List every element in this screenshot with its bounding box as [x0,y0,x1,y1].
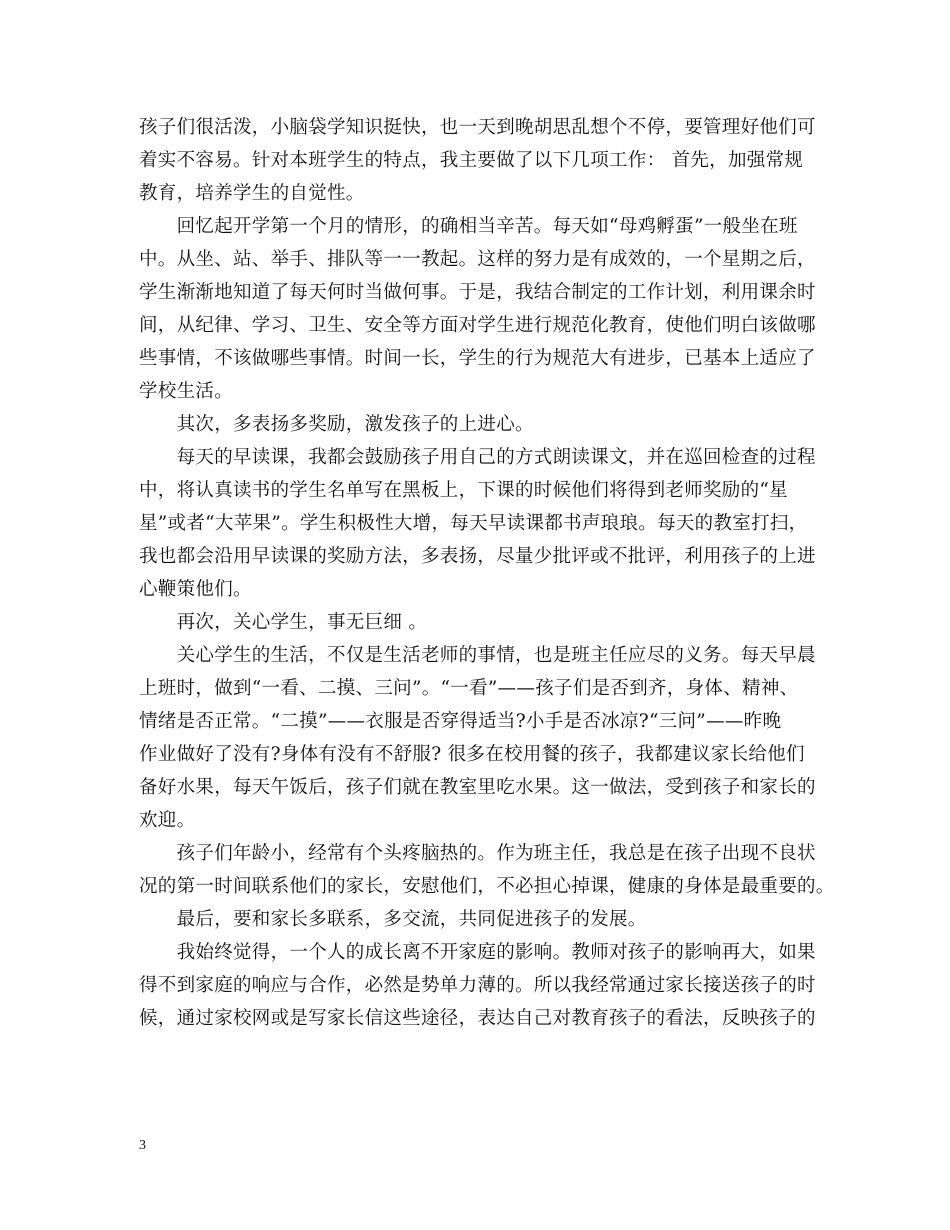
body-text-line: 学校生活。 [139,381,234,402]
body-text-line: 心鞭策他们。 [139,579,252,600]
body-text-line: 再次，关心学生，事无巨细 。 [139,612,428,633]
body-text-line: 孩子们年龄小，经常有个头疼脑热的。作为班主任，我总是在孩子出现不良状 [139,843,816,864]
body-text-line: 回忆起开学第一个月的情形，的确相当辛苦。每天如“母鸡孵蛋”一般坐在班 [139,216,798,237]
page-number: 3 [139,1138,146,1153]
body-text-line: 每天的早读课，我都会鼓励孩子用自己的方式朗读课文，并在巡回检查的过程 [139,447,816,468]
body-text-line: 星”或者“大苹果”。学生积极性大增，每天早读课都书声琅琅。每天的教室打扫， [139,513,808,534]
body-text-line: 我也都会沿用早读课的奖励方法，多表扬，尽量少批评或不批评，利用孩子的上进 [139,546,816,567]
body-text-line: 些事情，不该做哪些事情。时间一长，学生的行为规范大有进步，已基本上适应了 [139,348,816,369]
body-text-line: 中。从坐、站、举手、排队等一一教起。这样的努力是有成效的，一个星期之后， [139,249,816,270]
body-text-line: 关心学生的生活，不仅是生活老师的事情，也是班主任应尽的义务。每天早晨 [139,645,816,666]
body-text-line: 作业做好了没有?身体有没有不舒服? 很多在校用餐的孩子，我都建议家长给他们 [139,744,805,765]
body-text-line: 着实不容易。针对本班学生的特点，我主要做了以下几项工作： 首先，加强常规 [139,150,804,171]
body-text-line: 学生渐渐地知道了每天何时当做何事。于是，我结合制定的工作计划，利用课余时 [139,282,816,303]
body-text-line: 情绪是否正常。“二摸”——衣服是否穿得适当?小手是否冰凉?“三问”——昨晚 [139,711,782,732]
body-text-line: 得不到家庭的响应与合作，必然是势单力薄的。所以我经常通过家长接送孩子的时 [139,975,816,996]
body-text-line: 孩子们很活泼，小脑袋学知识挺快，也一天到晚胡思乱想个不停，要管理好他们可 [139,117,816,138]
body-text-line: 间，从纪律、学习、卫生、安全等方面对学生进行规范化教育，使他们明白该做哪 [139,315,816,336]
body-text-line: 其次，多表扬多奖励，激发孩子的上进心。 [139,414,534,435]
body-text-line: 最后，要和家长多联系，多交流，共同促进孩子的发展。 [139,909,647,930]
body-text-line: 况的第一时间联系他们的家长，安慰他们，不必担心掉课，健康的身体是最重要的。 [139,876,835,897]
body-text-line: 备好水果，每天午饭后，孩子们就在教室里吃水果。这一做法，受到孩子和家长的 [139,777,816,798]
body-text-line: 上班时，做到“一看、二摸、三问”。“一看”——孩子们是否到齐，身体、精神、 [139,678,799,699]
body-text-line: 候，通过家校网或是写家长信这些途径，表达自己对教育孩子的看法，反映孩子的 [139,1008,816,1029]
body-text-line: 我始终觉得，一个人的成长离不开家庭的影响。教师对孩子的影响再大，如果 [139,942,816,963]
body-text-line: 欢迎。 [139,810,196,831]
body-text-line: 教育，培养学生的自觉性。 [139,183,365,204]
body-text-line: 中，将认真读书的学生名单写在黑板上，下课的时候他们将得到老师奖励的“星 [139,480,788,501]
